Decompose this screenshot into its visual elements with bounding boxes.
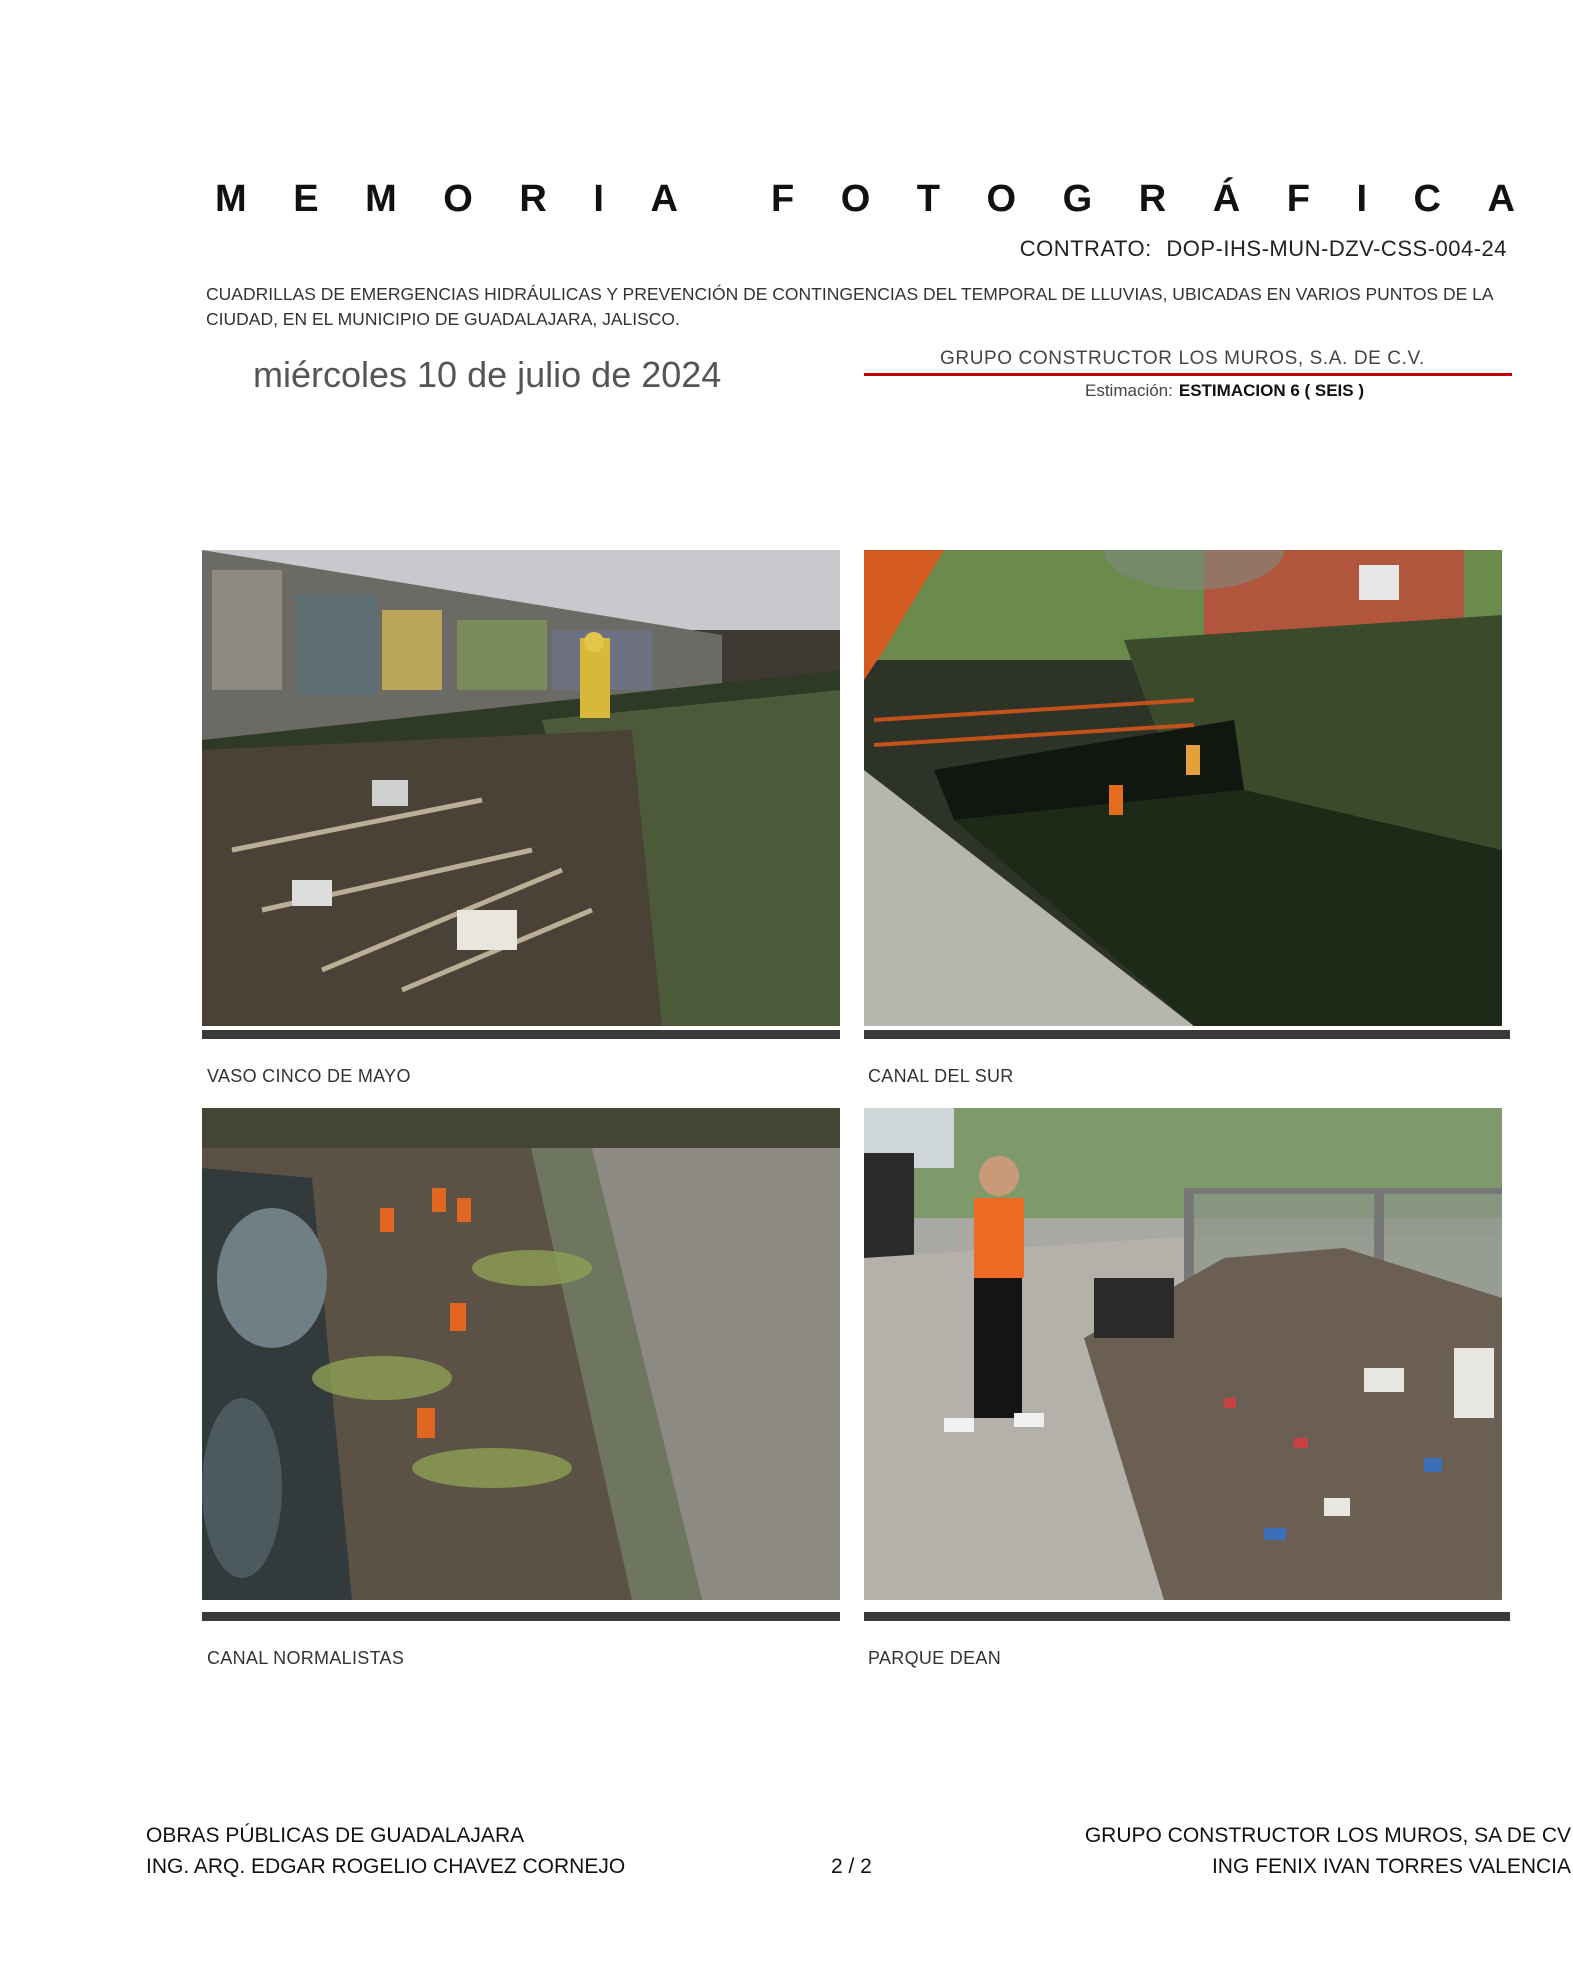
- title-letter: A: [650, 178, 678, 220]
- company-name: GRUPO CONSTRUCTOR LOS MUROS, S.A. DE C.V.: [940, 348, 1425, 369]
- title-letter: F: [1286, 178, 1310, 220]
- title-letter: A: [1487, 178, 1515, 220]
- title-letter: T: [916, 178, 941, 220]
- photo-caption: CANAL DEL SUR: [868, 1066, 1014, 1086]
- photo-caption-bar: [864, 1612, 1510, 1621]
- contract-number: DOP-IHS-MUN-DZV-CSS-004-24: [1166, 236, 1507, 261]
- accent-divider: [864, 373, 1512, 376]
- footer-right: [1085, 1820, 1571, 1882]
- title-letter: M: [365, 178, 397, 220]
- photo-canal-normalistas: [202, 1108, 840, 1600]
- photo-canal-del-sur: [864, 550, 1502, 1026]
- photo-caption: VASO CINCO DE MAYO: [207, 1066, 411, 1086]
- estimation-value: ESTIMACION 6 ( SEIS ): [1178, 381, 1365, 400]
- title-letter: O: [443, 178, 473, 220]
- photo-caption-bar: [864, 1030, 1510, 1039]
- footer-left-line1: OBRAS PÚBLICAS DE GUADALAJARA: [146, 1824, 525, 1847]
- title-letter: E: [293, 178, 319, 220]
- photo-parque-dean: [864, 1108, 1502, 1600]
- photo-caption: PARQUE DEAN: [868, 1648, 1001, 1668]
- title-letter: I: [593, 178, 604, 220]
- estimation-label: Estimación:: [1085, 381, 1173, 400]
- project-description: CUADRILLAS DE EMERGENCIAS HIDRÁULICAS Y PREVENCIÓN DE CONTINGENCIAS DEL TEMPORAL DE LLUVIAS, UBICADAS EN VARIOS PUNTOS DE LA CIUDAD, EN EL MUNICIPIO DE GUADALAJARA, JALISCO.: [206, 284, 1493, 329]
- title-letter: G: [1062, 178, 1093, 220]
- title-letter: O: [986, 178, 1017, 220]
- page-title: [215, 178, 1515, 221]
- estimation-line: [1085, 381, 1364, 401]
- footer-right-line2: ING FENIX IVAN TORRES VALENCIA: [1211, 1855, 1571, 1878]
- photo-caption-bar: [202, 1030, 840, 1039]
- title-letter: R: [1138, 178, 1167, 220]
- contract-label: CONTRATO:: [1019, 236, 1152, 261]
- title-letter: C: [1413, 178, 1441, 220]
- title-letter: I: [1356, 178, 1368, 220]
- photo-caption: CANAL NORMALISTAS: [207, 1648, 405, 1668]
- contract-line: [1020, 236, 1507, 262]
- footer-left-line2: ING. ARQ. EDGAR ROGELIO CHAVEZ CORNEJO: [146, 1855, 626, 1878]
- title-letter: F: [770, 178, 795, 220]
- footer-right-line1: GRUPO CONSTRUCTOR LOS MUROS, SA DE CV: [1084, 1824, 1571, 1847]
- report-date: miércoles 10 de julio de 2024: [253, 354, 722, 395]
- page-number: 2 / 2: [831, 1855, 872, 1878]
- title-letter: O: [840, 178, 871, 220]
- title-letter: M: [215, 178, 247, 220]
- photo-vaso-cinco-de-mayo: [202, 550, 840, 1026]
- photo-caption-bar: [202, 1612, 840, 1621]
- footer-left: [146, 1820, 625, 1882]
- title-letter: R: [519, 178, 547, 220]
- title-letter: Á: [1212, 178, 1241, 220]
